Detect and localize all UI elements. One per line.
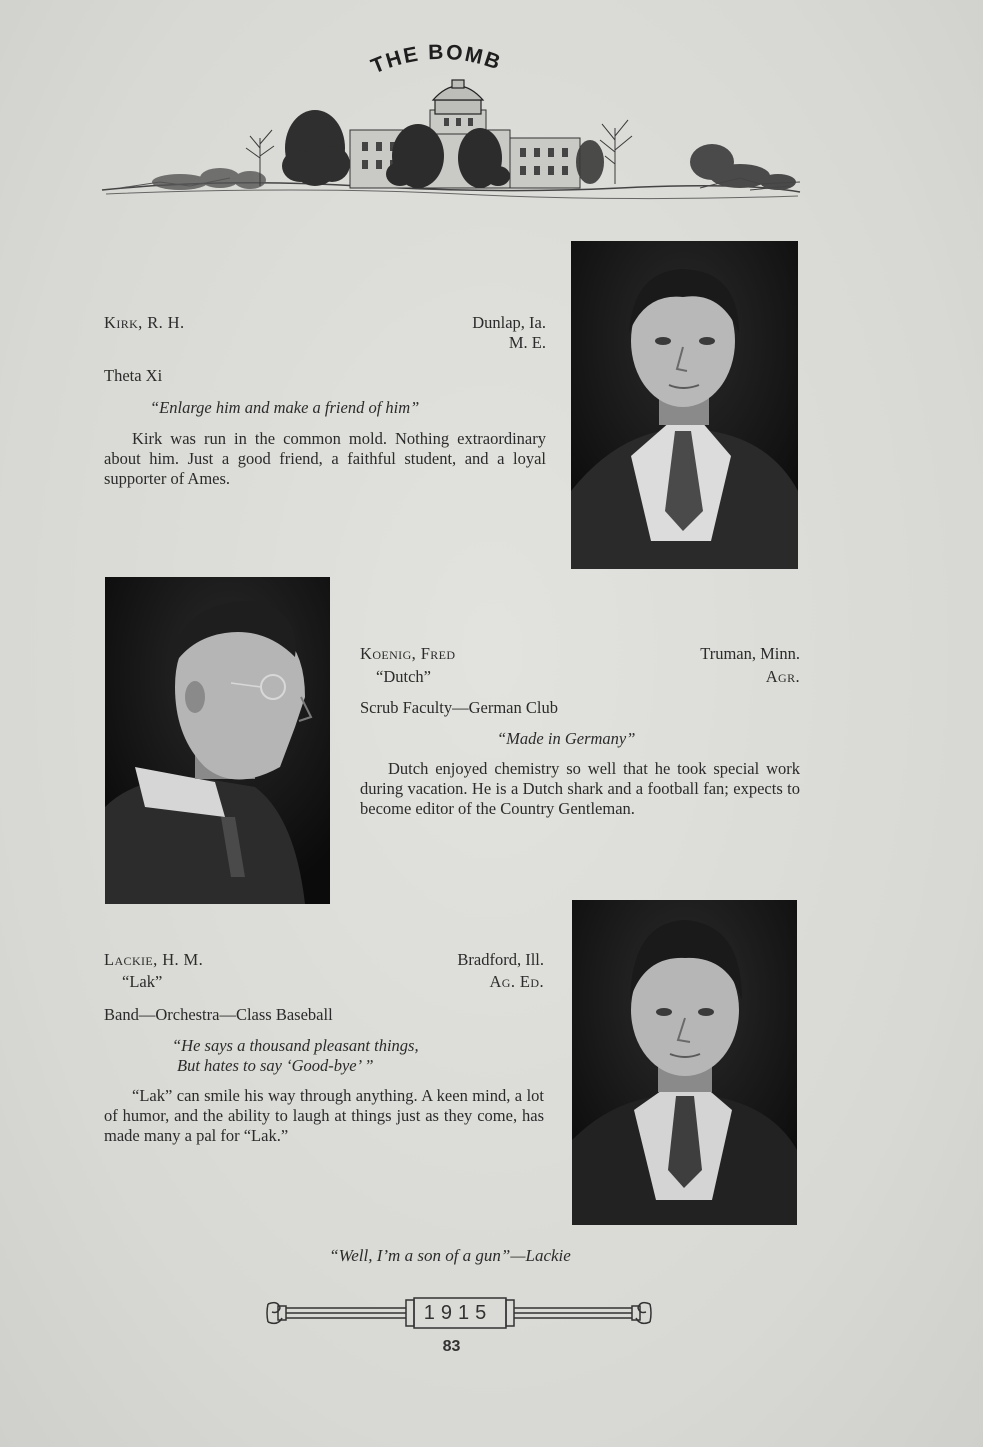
student-quote-line: “He says a thousand pleasant things,	[172, 1036, 419, 1055]
student-quote-line: “Enlarge him and make a friend of him”	[150, 398, 420, 417]
student-description: Dutch enjoyed chemistry so well that he took special work during vacation. He is a Dutch shark and a football fan; expects to become editor of the Country Gentleman.	[360, 759, 800, 818]
student-activities: Scrub Faculty—German Club	[360, 698, 558, 717]
student-activities: Band—Orchestra—Class Baseball	[104, 1005, 333, 1024]
student-description: Kirk was run in the common mold. Nothing extraordinary about him. Just a good friend, a faithful student, and a loyal supporter of Ames.	[104, 429, 546, 488]
header-title-text: THE BOMB	[367, 44, 505, 79]
student-hometown: Bradford, Ill.	[457, 950, 544, 969]
student-portrait-photo	[105, 577, 330, 904]
student-name: Kirk, R. H.	[104, 313, 185, 332]
student-nickname: “Lak”	[122, 972, 163, 991]
student-name: Lackie, H. M.	[104, 950, 204, 969]
student-course: M. E.	[508, 333, 546, 352]
portrait-photo-icon	[571, 241, 798, 569]
student-nickname: “Dutch”	[376, 667, 431, 686]
student-quote-line: “Made in Germany”	[497, 729, 636, 748]
page-caption: “Well, I’m a son of a gun”—Lackie	[329, 1246, 571, 1265]
portrait-photo-icon	[105, 577, 330, 904]
student-quote-line: But hates to say ‘Good-bye’ ”	[177, 1056, 374, 1075]
student-description: “Lak” can smile his way through anything. A keen mind, a lot of humor, and the ability to laugh at things just as they come, has made many a pal for “Lak.”	[104, 1086, 544, 1145]
student-course: Agr.	[765, 667, 800, 686]
campus-building-illustration	[100, 78, 802, 202]
student-hometown: Dunlap, Ia.	[472, 313, 546, 332]
student-hometown: Truman, Minn.	[700, 644, 800, 663]
page-number: 83	[442, 1338, 461, 1355]
student-name: Koenig, Fred	[360, 644, 456, 663]
student-portrait-photo	[571, 241, 798, 569]
student-portrait-photo	[572, 900, 797, 1225]
student-course: Ag. Ed.	[489, 972, 544, 991]
year-label: 1915	[423, 1302, 493, 1324]
portrait-photo-icon	[572, 900, 797, 1225]
svg-text:THE BOMB	[368, 44, 505, 78]
student-activities: Theta Xi	[104, 366, 163, 385]
